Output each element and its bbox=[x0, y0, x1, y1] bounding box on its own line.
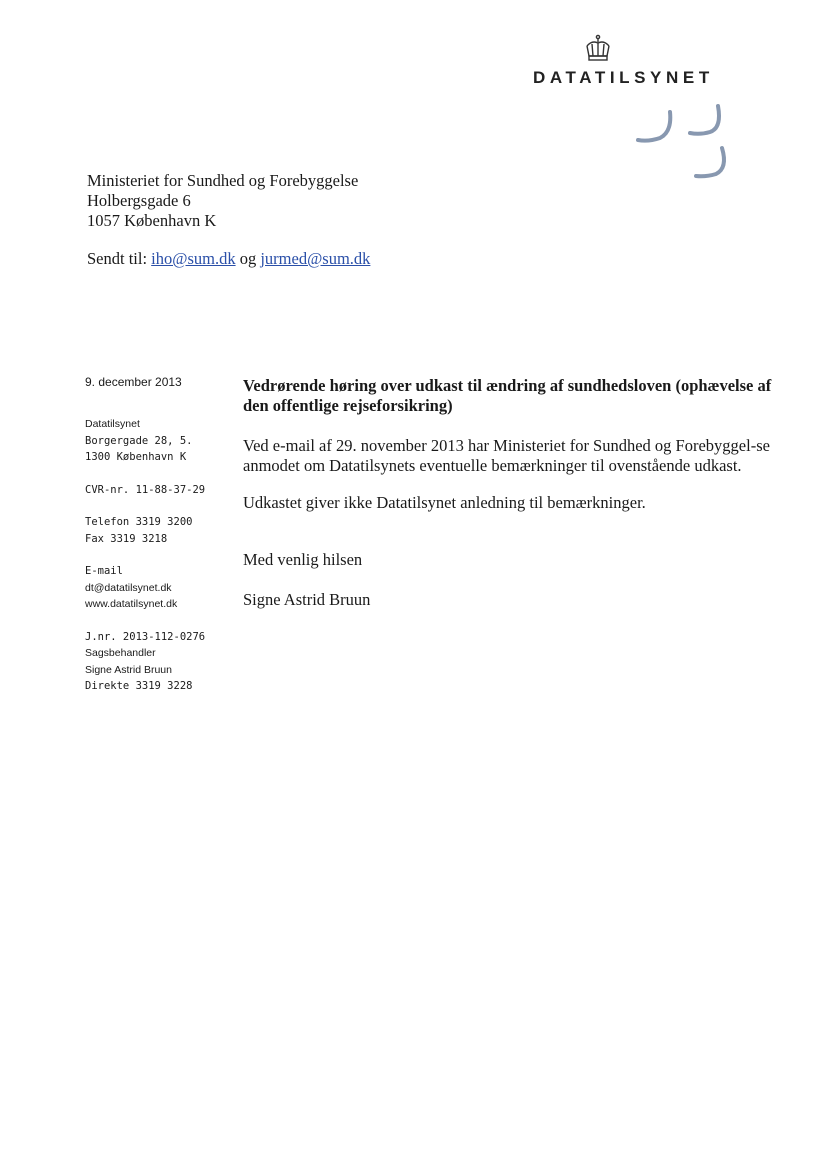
letter-paragraph-1: Ved e-mail af 29. november 2013 har Ministeriet for Sundhed og Forebyggel-se anmodet om Datatilsynets eventuelle bemærkninger til ovenstående udkast. bbox=[243, 436, 770, 475]
case-handler-phone: Direkte 3319 3228 bbox=[85, 680, 193, 692]
sender-phone: Telefon 3319 3200 bbox=[85, 516, 193, 528]
letter-signature: Signe Astrid Bruun bbox=[243, 590, 371, 609]
sent-to-label: Sendt til: bbox=[87, 249, 148, 268]
case-handler-name: Signe Astrid Bruun bbox=[85, 663, 172, 676]
letter-subject: Vedrørende høring over udkast til ændring af sundhedsloven (ophævelse af den offentlige rejseforsikring) bbox=[243, 376, 772, 415]
recipient-city: 1057 København K bbox=[87, 211, 217, 230]
sender-email-label: E-mail bbox=[85, 565, 123, 577]
sender-website[interactable]: www.datatilsynet.dk bbox=[85, 598, 178, 610]
sender-street: Borgergade 28, 5. bbox=[85, 434, 193, 447]
case-handler-label: Sagsbehandler bbox=[85, 647, 156, 659]
sender-sidebar bbox=[85, 375, 235, 695]
sent-to-line bbox=[87, 249, 370, 269]
case-number: J.nr. 2013-112-0276 bbox=[85, 630, 206, 643]
handwritten-mark bbox=[630, 100, 740, 185]
letter-body bbox=[243, 376, 773, 610]
sender-fax: Fax 3319 3218 bbox=[85, 532, 168, 545]
letter-paragraph-2: Udkastet giver ikke Datatilsynet anledning til bemærkninger. bbox=[243, 493, 646, 512]
email-link-iho[interactable]: iho@sum.dk bbox=[151, 249, 236, 268]
sender-email[interactable]: dt@datatilsynet.dk bbox=[85, 581, 172, 594]
crown-icon bbox=[583, 34, 613, 64]
recipient-name: Ministeriet for Sundhed og Forebyggelse bbox=[87, 171, 359, 190]
sender-cvr: CVR-nr. 11-88-37-29 bbox=[85, 483, 206, 496]
recipient-street: Holbergsgade 6 bbox=[87, 191, 191, 210]
letter-closing: Med venlig hilsen bbox=[243, 550, 363, 569]
sender-org: Datatilsynet bbox=[85, 418, 140, 430]
letter-date: 9. december 2013 bbox=[85, 375, 182, 389]
logo-wordmark: DATATILSYNET bbox=[533, 68, 714, 87]
recipient-address bbox=[87, 171, 358, 231]
sender-city: 1300 København K bbox=[85, 451, 187, 463]
sent-to-conjunction: og bbox=[239, 249, 257, 268]
email-link-jurmed[interactable]: jurmed@sum.dk bbox=[260, 249, 371, 268]
